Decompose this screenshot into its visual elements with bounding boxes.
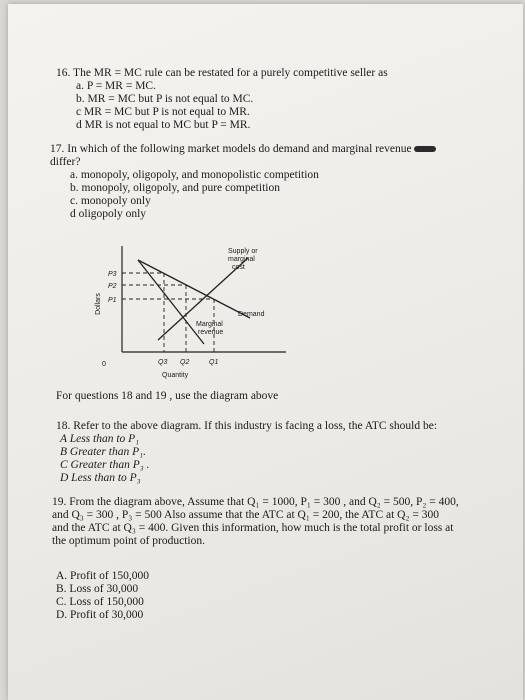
question-18-stem: 18. Refer to the above diagram. If this industry is facing a loss, the ATC should be:: [56, 420, 438, 432]
question-17: [50, 143, 436, 221]
question-17-stem-cont: differ?: [50, 156, 81, 168]
supply-label-2: marginal: [228, 256, 255, 263]
question-19-line-1: 19. From the diagram above, Assume that Q₁ = 1000, P₁ = 300 , and Q₂ = 500, P₂ = 400,: [52, 496, 459, 508]
question-19-option-b: B. Loss of 30,000: [56, 583, 139, 595]
monopoly-diagram: [78, 240, 308, 380]
question-19-line-2: and Q₃ = 300 , P₃ = 500 Also assume that the ATC at Q₁ = 200, the ATC at Q₂ = 300: [52, 509, 439, 521]
mr-label-2: revenue: [198, 329, 224, 336]
question-17-option-c: c. monopoly only: [70, 195, 151, 207]
demand-label: Demand: [238, 311, 265, 318]
question-16-option-c: c MR = MC but P is not equal to MR.: [76, 106, 250, 118]
p2-label: P2: [108, 283, 117, 290]
question-19-option-d: D. Profit of 30,000: [56, 609, 144, 621]
q3-label: Q3: [158, 359, 168, 366]
scribble-mark: [414, 146, 436, 152]
origin-label: 0: [102, 361, 106, 368]
question-16-option-b: b. MR = MC but P is not equal to MC.: [76, 93, 254, 105]
supply-label-1: Supply or: [228, 248, 258, 255]
question-17-option-a: a. monopoly, oligopoly, and monopolistic competition: [70, 169, 319, 181]
question-19: [52, 496, 459, 622]
question-17-option-d: d oligopoly only: [70, 208, 147, 220]
question-16: [56, 67, 388, 132]
question-17-stem: 17. In which of the following market models do demand and marginal revenue: [50, 143, 436, 156]
question-18-option-b: B Greater than P₁.: [60, 446, 146, 458]
question-19-option-a: A. Profit of 150,000: [56, 570, 149, 582]
question-18-option-a: A Less than to P₁: [60, 433, 140, 445]
supply-label-3: cost: [232, 264, 245, 271]
question-19-option-c: C. Loss of 150,000: [56, 596, 144, 608]
q2-label: Q2: [180, 359, 190, 366]
question-16-stem: 16. The MR = MC rule can be restated for a purely competitive seller as: [56, 67, 388, 79]
instructions-18-19: [56, 390, 278, 403]
instructions-text: For questions 18 and 19 , use the diagram above: [56, 390, 279, 402]
marginal-revenue-curve: [138, 260, 204, 344]
question-19-line-4: the optimum point of production.: [52, 535, 205, 547]
question-17-option-b: b. monopoly, oligopoly, and pure competition: [70, 182, 280, 194]
x-axis-label: Quantity: [162, 372, 189, 379]
y-axis-label: Dollars: [95, 293, 102, 315]
question-19-line-3: and the ATC at Q₃ = 400. Given this information, how much is the total profit or loss at: [52, 522, 454, 534]
worksheet-page: [8, 4, 523, 700]
p1-label: P1: [108, 297, 117, 304]
question-18-option-d: D Less than to P₃: [60, 472, 141, 484]
question-18: [56, 420, 437, 485]
mr-label-1: Marginal: [196, 321, 223, 328]
question-16-option-a: a. P = MR = MC.: [76, 80, 156, 92]
question-16-option-d: d MR is not equal to MC but P = MR.: [76, 119, 251, 131]
question-18-option-c: C Greater than P₃ .: [60, 459, 150, 471]
p3-label: P3: [108, 271, 117, 278]
q1-label: Q1: [209, 359, 219, 366]
